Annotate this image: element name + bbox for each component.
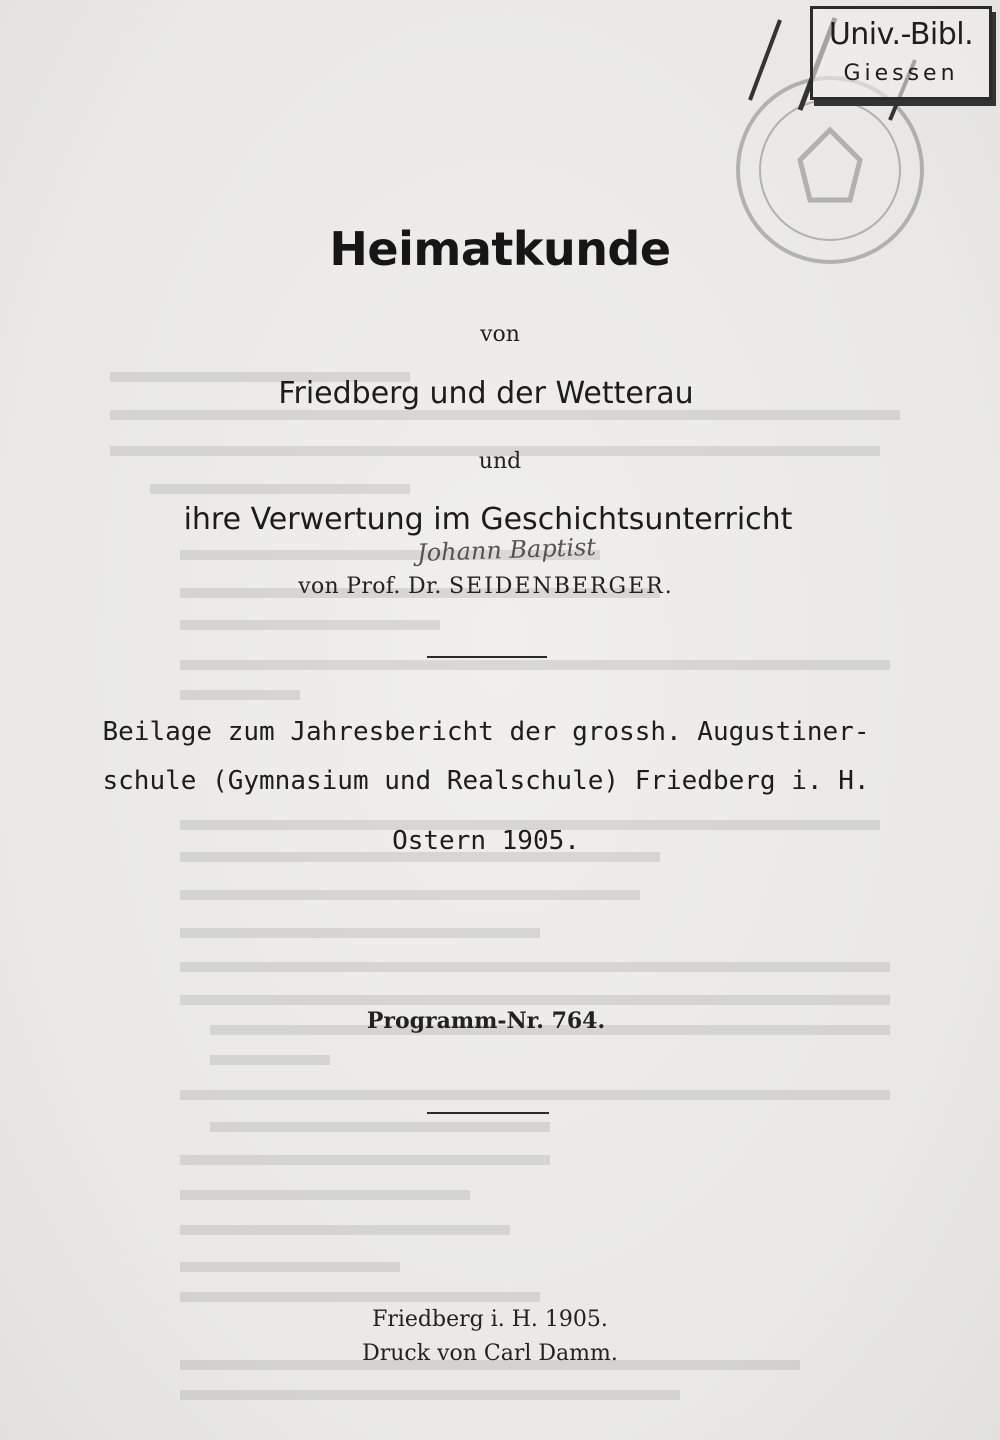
divider-rule (427, 1112, 549, 1114)
handwritten-annotation: Johann Baptist (416, 532, 597, 568)
beilage-line-2: schule (Gymnasium und Realschule) Friedberg i. H. (102, 766, 870, 796)
library-stamp (810, 6, 992, 100)
subtitle-line-1: Friedberg und der Wetterau (278, 376, 694, 411)
subtitle-line-2: ihre Verwertung im Geschichtsunterricht (183, 502, 793, 537)
author-name: SEIDENBERGER. (448, 574, 674, 599)
und-text: und (478, 449, 522, 474)
author-line (0, 574, 986, 599)
author-prefix: von Prof. Dr. (298, 574, 442, 599)
document-title: Heimatkunde (329, 222, 671, 276)
beilage-line-3: Ostern 1905. (392, 826, 580, 856)
program-number: Programm-Nr. 764. (366, 1008, 606, 1034)
von-text: von (480, 322, 520, 347)
library-stamp-line-1: Univ.-Bibl. (828, 17, 974, 52)
imprint-place-year: Friedberg i. H. 1905. (372, 1307, 608, 1332)
library-stamp-line-2: Giessen (843, 61, 959, 86)
beilage-line-1: Beilage zum Jahresbericht der grossh. Augustiner- (102, 717, 870, 747)
imprint-printer: Druck von Carl Damm. (362, 1341, 618, 1366)
divider-rule (427, 656, 547, 658)
